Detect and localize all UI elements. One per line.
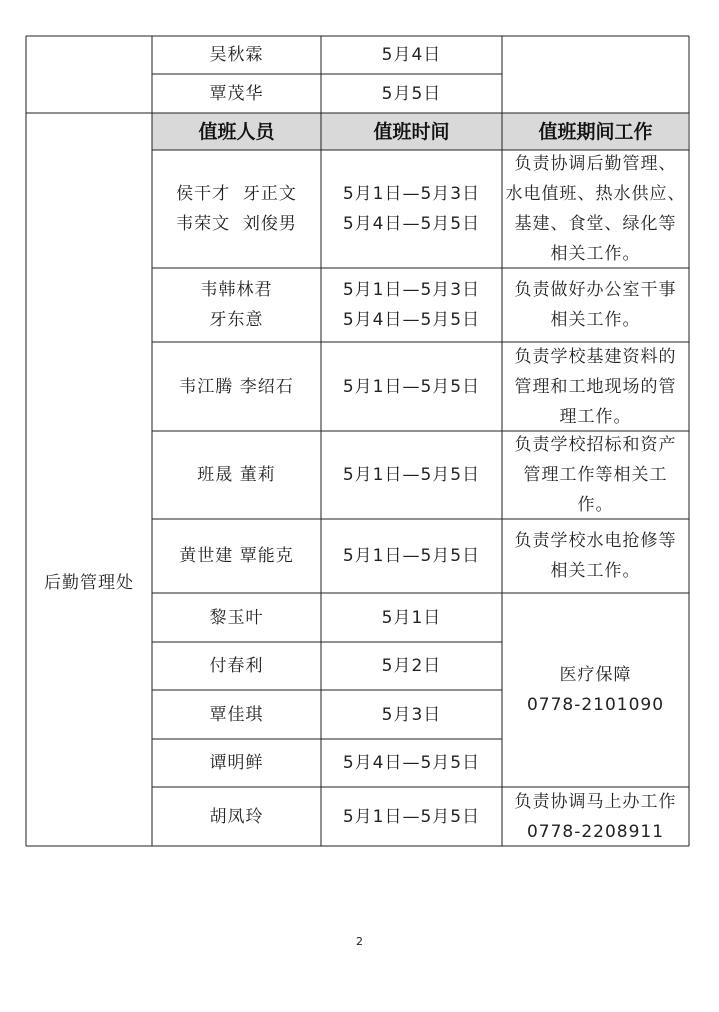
department-cell: 后勤管理处 xyxy=(44,572,134,593)
header-time: 值班时间 xyxy=(373,120,450,143)
time-cell: 5月5日 xyxy=(381,83,442,104)
person-cell: 覃佳琪 xyxy=(209,704,264,725)
person-cell: 覃茂华 xyxy=(209,83,264,104)
duty-cell: 负责做好办公室干事 相关工作。 xyxy=(514,280,677,330)
person-cell: 付春利 xyxy=(209,656,264,676)
duty-cell: 负责学校基建资料的 管理和工地现场的管 理工作。 xyxy=(514,346,677,427)
header-duty: 值班期间工作 xyxy=(538,120,653,143)
duty-cell: 负责协调后勤管理、 水电值班、热水供应、 基建、食堂、绿化等 相关工作。 xyxy=(505,154,686,264)
time-cell: 5月4日—5月5日 xyxy=(342,753,481,773)
time-cell: 5月4日 xyxy=(381,45,442,65)
duty-cell: 负责协调马上办工作 0778-2208911 xyxy=(514,791,677,842)
time-cell: 5月1日—5月3日 5月4日—5月5日 xyxy=(342,280,481,330)
person-cell: 韦韩林君 牙东意 xyxy=(200,280,273,330)
time-cell: 5月1日—5月5日 xyxy=(342,465,481,485)
person-cell: 韦江腾 李绍石 xyxy=(179,376,294,397)
time-cell: 5月1日—5月5日 xyxy=(342,546,481,566)
person-cell: 黎玉叶 xyxy=(209,607,264,628)
person-cell: 胡凤玲 xyxy=(209,806,264,827)
time-cell: 5月2日 xyxy=(381,656,442,676)
duty-cell: 负责学校招标和资产 管理工作等相关工 作。 xyxy=(514,435,677,515)
time-cell: 5月3日 xyxy=(381,704,442,725)
medical-support-cell: 医疗保障 0778-2101090 xyxy=(526,665,665,715)
time-cell: 5月1日—5月5日 xyxy=(342,376,481,397)
time-cell: 5月1日—5月5日 xyxy=(342,806,481,827)
person-cell: 侯干才 牙正文 韦荣文 刘俊男 xyxy=(176,184,297,234)
duty-cell: 负责学校水电抢修等 相关工作。 xyxy=(514,531,677,581)
person-cell: 黄世建 覃能克 xyxy=(179,546,294,566)
person-cell: 谭明鲜 xyxy=(209,753,264,773)
person-cell: 吴秋霖 xyxy=(209,45,264,65)
time-cell: 5月1日—5月3日 5月4日—5月5日 xyxy=(342,184,481,234)
header-person: 值班人员 xyxy=(198,120,275,143)
person-cell: 班晟 董莉 xyxy=(197,465,276,485)
time-cell: 5月1日 xyxy=(381,607,442,628)
page-number: 2 xyxy=(356,935,363,948)
